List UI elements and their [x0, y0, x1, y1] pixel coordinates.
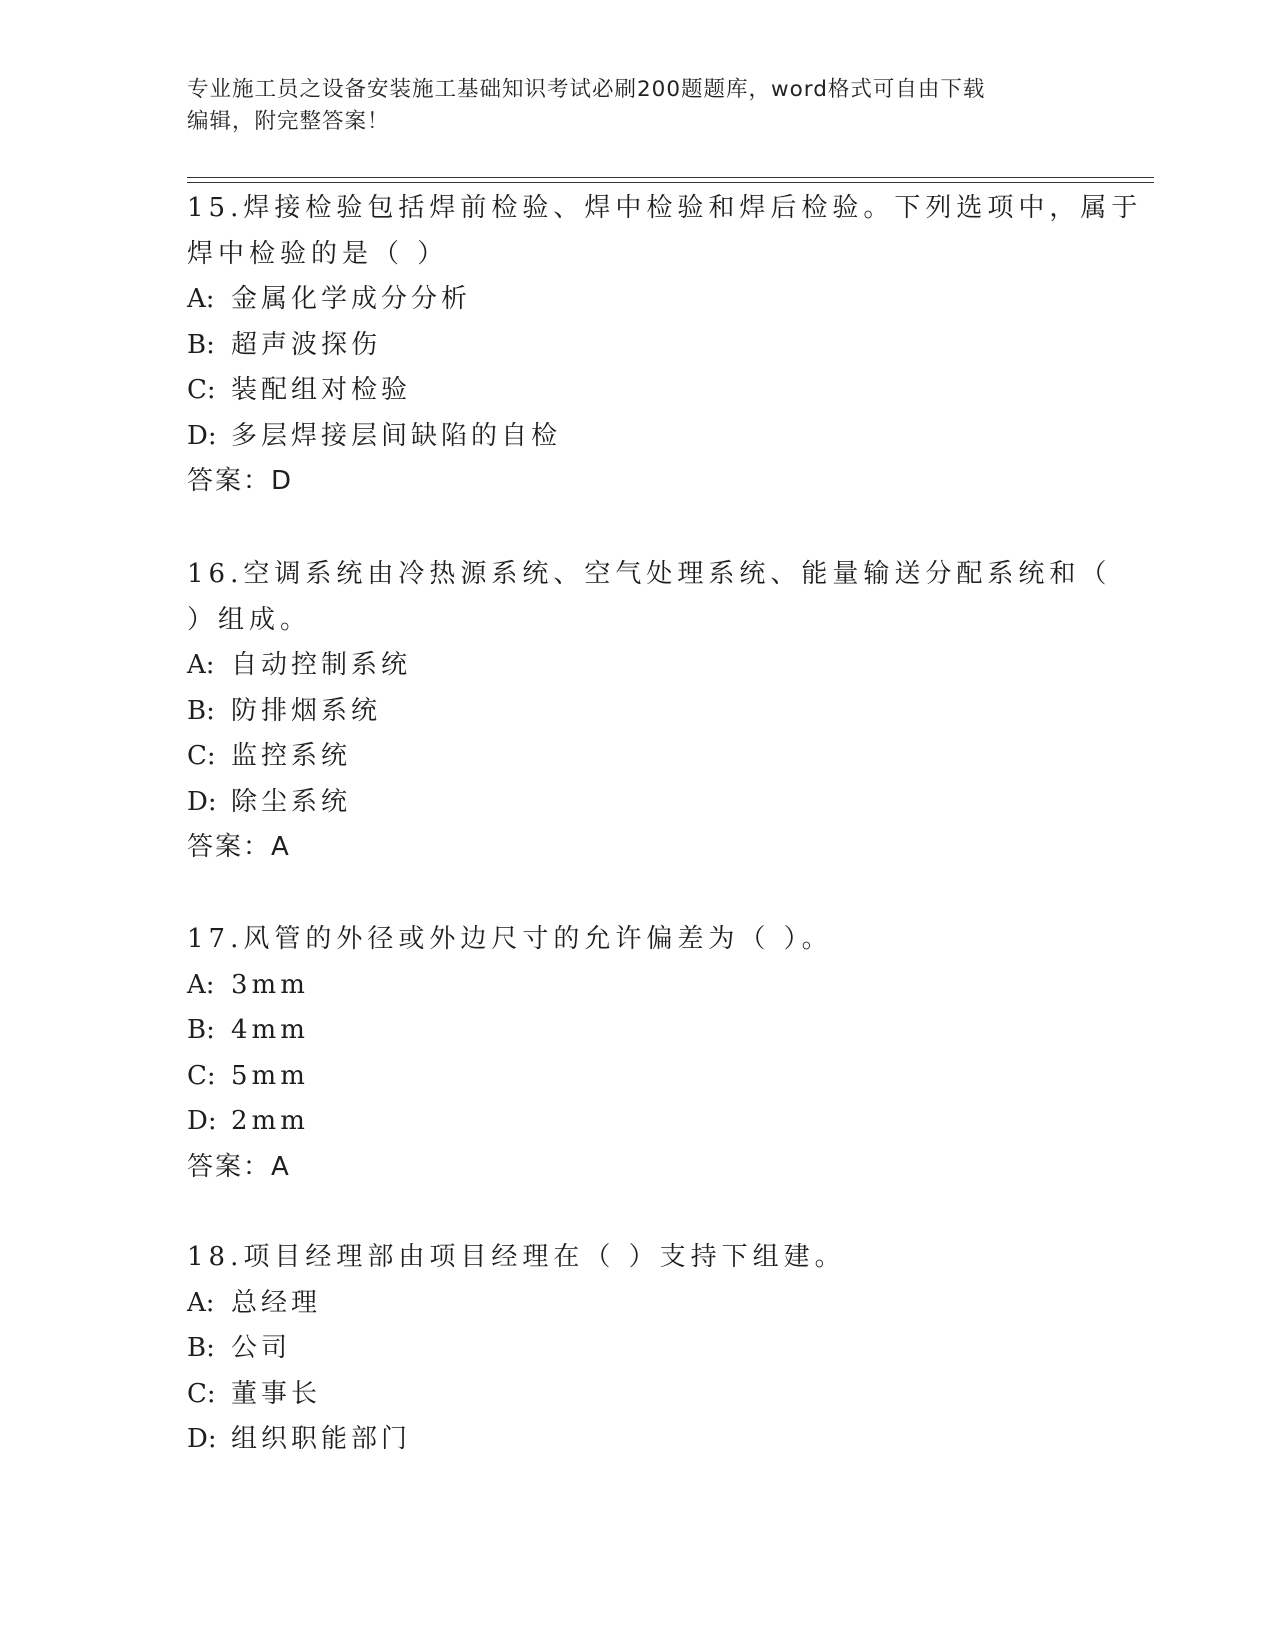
option-d: [187, 414, 1087, 460]
option-text: 组织职能部门: [231, 1424, 412, 1454]
option-text: 自动控制系统: [231, 650, 412, 680]
option-label: B:: [187, 695, 215, 726]
option-c: [187, 1372, 1087, 1418]
option-text: 4mm: [231, 1015, 309, 1045]
header-divider-top: [187, 177, 1154, 178]
document-header: [187, 74, 1067, 138]
option-label: A:: [187, 284, 215, 314]
option-a: [187, 963, 1087, 1009]
option-b: [187, 1326, 1087, 1372]
option-label: C:: [187, 741, 216, 771]
option-b: [187, 689, 1087, 735]
question-text-line: 15.焊接检验包括焊前检验、焊中检验和焊后检验。下列选项中，属于: [187, 193, 1143, 223]
question-text-line: ）组成。: [187, 604, 312, 635]
question-text-line: 17.风管的外径或外边尺寸的允许偏差为（ ）。: [187, 924, 833, 954]
option-c: [187, 368, 1087, 414]
question-17: [187, 917, 1087, 1190]
question-text-line: 焊中检验的是（ ）: [187, 238, 449, 269]
option-label: D:: [187, 1424, 217, 1454]
option-label: A:: [187, 650, 215, 680]
option-text: 除尘系统: [231, 786, 352, 817]
option-b: [187, 323, 1087, 369]
header-line-1: 专业施工员之设备安装施工基础知识考试必刷200题题库，word格式可自由下载: [187, 77, 986, 102]
option-label: D:: [187, 420, 217, 451]
option-b: [187, 1008, 1087, 1054]
option-text: 总经理: [231, 1287, 322, 1318]
option-a: [187, 1281, 1087, 1327]
option-text: 3mm: [231, 969, 309, 1000]
option-label: B:: [187, 329, 215, 360]
option-text: 金属化学成分分析: [231, 284, 472, 314]
header-line-2: 编辑，附完整答案！: [187, 109, 390, 134]
question-text-line: 16.空调系统由冷热源系统、空气处理系统、能量输送分配系统和（: [187, 559, 1112, 589]
question-16: [187, 552, 1112, 871]
option-label: C:: [187, 1060, 216, 1091]
option-c: [187, 1054, 1087, 1100]
option-label: A:: [187, 969, 215, 1000]
question-text-line: 18.项目经理部由项目经理在（ ）支持下组建。: [187, 1242, 846, 1272]
option-text: 2mm: [231, 1106, 309, 1136]
option-text: 装配组对检验: [231, 375, 412, 405]
option-text: 防排烟系统: [231, 695, 382, 726]
question-15: [187, 186, 1143, 505]
option-label: B:: [187, 1333, 215, 1363]
option-label: B:: [187, 1015, 215, 1045]
answer-line: 答案：A: [187, 1151, 291, 1182]
option-text: 董事长: [231, 1378, 322, 1409]
question-18: [187, 1235, 1087, 1463]
option-label: D:: [187, 1106, 217, 1136]
option-a: [187, 643, 1087, 689]
option-label: A:: [187, 1287, 215, 1318]
option-d: [187, 1099, 1087, 1145]
option-label: D:: [187, 786, 217, 817]
option-text: 超声波探伤: [231, 329, 382, 360]
option-text: 5mm: [231, 1060, 309, 1091]
option-text: 公司: [231, 1333, 292, 1363]
option-text: 监控系统: [231, 741, 352, 771]
option-d: [187, 780, 1087, 826]
option-d: [187, 1417, 1087, 1463]
option-a: [187, 277, 1087, 323]
option-c: [187, 734, 1087, 780]
option-label: C:: [187, 375, 216, 405]
answer-line: 答案：D: [187, 466, 294, 496]
answer-line: 答案：A: [187, 832, 291, 862]
option-label: C:: [187, 1378, 216, 1409]
option-text: 多层焊接层间缺陷的自检: [231, 420, 562, 451]
header-divider-bottom: [187, 182, 1154, 183]
